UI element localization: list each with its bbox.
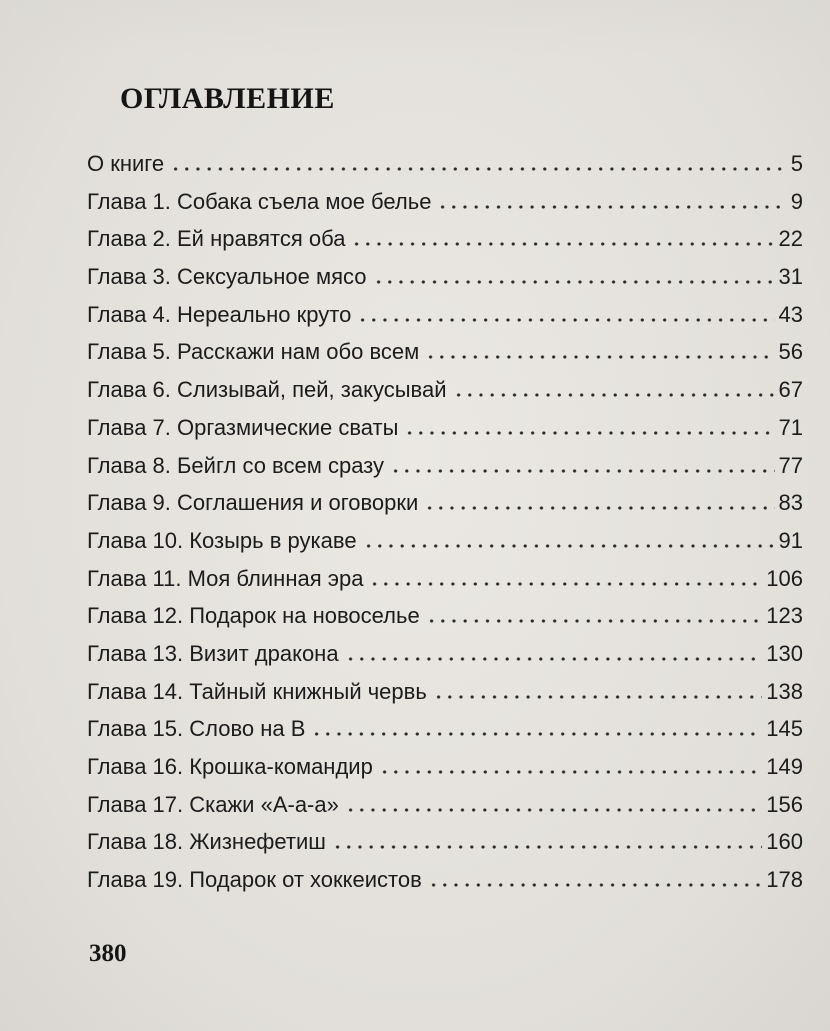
toc-entry-page: 160 [766, 829, 803, 855]
toc-entry-page: 9 [790, 188, 803, 214]
toc-entry-page: 83 [778, 490, 803, 516]
toc-entry [87, 602, 803, 640]
dot-leader [425, 339, 774, 359]
toc-entry [87, 452, 803, 490]
toc-entry-title: Глава 15. Слово на В [87, 716, 306, 742]
page-title: ОГЛАВЛЕНИЕ [120, 82, 335, 115]
table-of-contents [87, 150, 803, 904]
page-number: 380 [89, 940, 127, 967]
toc-entry [87, 527, 803, 565]
toc-entry-title: Глава 8. Бейгл со всем сразу [87, 452, 385, 478]
toc-entry [87, 263, 803, 301]
toc-entry-title: Глава 5. Расскажи нам обо всем [87, 339, 420, 365]
toc-entry-page: 145 [766, 716, 803, 742]
dot-leader [373, 264, 775, 284]
toc-entry-title: Глава 6. Слизывай, пей, закусывай [87, 377, 447, 403]
toc-entry [87, 678, 803, 716]
dot-leader [311, 716, 762, 736]
toc-entry [87, 715, 803, 753]
dot-leader [437, 189, 786, 209]
toc-entry-page: 138 [766, 678, 803, 704]
dot-leader [390, 453, 774, 473]
toc-entry-page: 71 [778, 414, 803, 440]
toc-entry-title: Глава 7. Оргазмические сваты [87, 414, 399, 440]
toc-entry-title: Глава 10. Козырь в рукаве [87, 527, 357, 553]
toc-entry-title: Глава 4. Нереально круто [87, 301, 352, 327]
dot-leader [357, 302, 774, 322]
toc-entry-page: 22 [778, 226, 803, 252]
dot-leader [379, 754, 762, 774]
dot-leader [345, 792, 762, 812]
dot-leader [351, 226, 774, 246]
toc-entry [87, 376, 803, 414]
toc-entry-title: Глава 11. Моя блинная эра [87, 565, 364, 591]
toc-entry-page: 91 [778, 527, 803, 553]
dot-leader [345, 641, 763, 661]
toc-entry-page: 106 [766, 565, 803, 591]
toc-entry-page: 178 [766, 867, 803, 893]
toc-entry-page: 77 [778, 452, 803, 478]
dot-leader [428, 867, 763, 887]
toc-entry-title: Глава 17. Скажи «А-а-а» [87, 791, 339, 817]
toc-entry-page: 130 [766, 640, 803, 666]
toc-entry [87, 828, 803, 866]
toc-entry-page: 43 [778, 301, 803, 327]
toc-entry-page: 156 [766, 791, 803, 817]
toc-entry-title: Глава 12. Подарок на новоселье [87, 603, 420, 629]
toc-entry [87, 188, 803, 226]
toc-entry [87, 150, 803, 188]
toc-entry-page: 5 [790, 151, 803, 176]
dot-leader [453, 377, 775, 397]
toc-entry-title: Глава 2. Ей нравятся оба [87, 226, 346, 252]
toc-entry [87, 791, 803, 829]
toc-entry-page: 123 [766, 603, 803, 629]
dot-leader [404, 415, 774, 435]
toc-entry-title: Глава 16. Крошка-командир [87, 754, 373, 779]
dot-leader [433, 679, 762, 699]
dot-leader [332, 829, 762, 849]
toc-entry-title: Глава 13. Визит дракона [87, 640, 339, 666]
toc-entry-title: Глава 19. Подарок от хоккеистов [87, 867, 422, 893]
toc-entry-title: Глава 14. Тайный книжный червь [87, 678, 427, 704]
toc-entry [87, 338, 803, 376]
toc-entry-title: Глава 1. Собака съела мое белье [87, 188, 432, 214]
dot-leader [369, 566, 762, 586]
toc-entry-title: Глава 9. Соглашения и оговорки [87, 490, 419, 516]
toc-entry-title: Глава 18. Жизнефетиш [87, 829, 326, 855]
dot-leader [170, 151, 787, 171]
dot-leader [426, 603, 763, 623]
toc-entry [87, 489, 803, 527]
show-through-shadow [0, 0, 830, 58]
dot-leader [424, 490, 774, 510]
toc-entry [87, 866, 803, 904]
toc-entry-title: Глава 3. Сексуальное мясо [87, 264, 367, 290]
toc-entry [87, 414, 803, 452]
toc-entry-page: 149 [766, 754, 803, 779]
toc-entry-page: 56 [778, 339, 803, 365]
toc-entry-page: 67 [778, 377, 803, 403]
toc-entry [87, 301, 803, 339]
toc-entry-title: О книге [87, 151, 165, 176]
toc-entry [87, 640, 803, 678]
toc-entry [87, 565, 803, 603]
toc-entry [87, 753, 803, 791]
toc-entry-page: 31 [778, 264, 803, 290]
toc-entry [87, 225, 803, 263]
dot-leader [363, 528, 775, 548]
